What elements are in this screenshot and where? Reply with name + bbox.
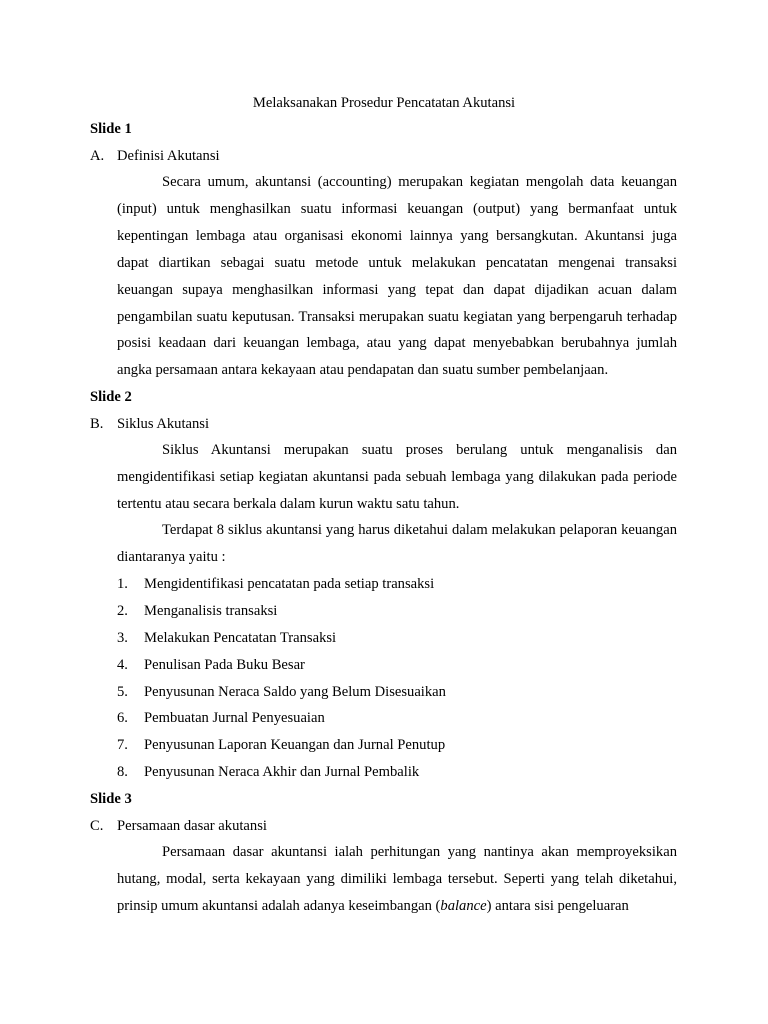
- list-item: 2. Menganalisis transaksi: [117, 602, 278, 619]
- cycle-steps-list: [117, 574, 446, 789]
- section-b-letter: B.: [90, 416, 104, 432]
- slide-2-label: Slide 2: [90, 389, 132, 405]
- equation-paragraph: Persamaan dasar akuntansi ialah perhitungan yang nantinya akan memproyeksikan hutang, modal, serta kekayaan yang dimiliki lembaga tersebut. Seperti yang telah diketahui, prinsip umum akuntansi adalah adanya keseimbangan (balance) antara sisi pengeluaran: [117, 844, 677, 914]
- cycle-intro-paragraph: [117, 517, 677, 571]
- list-item: 1. Mengidentifikasi pencatatan pada setiap transaksi: [117, 576, 435, 592]
- list-item: 5. Penyusunan Neraca Saldo yang Belum Disesuaikan: [117, 683, 446, 700]
- list-item: 4. Penulisan Pada Buku Besar: [117, 656, 305, 673]
- list-item: 6. Pembuatan Jurnal Penyesuaian: [117, 710, 325, 727]
- list-item: 3. Melakukan Pencatatan Transaksi: [117, 629, 337, 646]
- section-b-title: Siklus Akutansi: [117, 416, 210, 432]
- section-c-title: Persamaan dasar akutansi: [117, 818, 267, 834]
- section-c-heading: [90, 816, 267, 836]
- section-a-letter: A.: [90, 148, 105, 164]
- section-a-title: Definisi Akutansi: [117, 148, 220, 164]
- list-item: 8. Penyusunan Neraca Akhir dan Jurnal Pembalik: [117, 764, 420, 781]
- section-b-heading: [90, 414, 209, 434]
- cycle-paragraph-text: Siklus Akuntansi merupakan suatu proses berulang untuk menganalisis dan mengidentifikasi setiap kegiatan akuntansi pada sebuah lembaga yang dilakukan pada periode tertentu atau secara berkala dalam kurun waktu satu tahun.: [117, 442, 677, 512]
- slide-1-label: Slide 1: [90, 121, 132, 137]
- definition-paragraph-text: Secara umum, akuntansi (accounting) merupakan kegiatan mengolah data keuangan (input) untuk menghasilkan suatu informasi keuangan (output) yang bermanfaat untuk kepentingan lembaga atau organisasi ekonomi lainnya yang bersangkutan. Akuntansi juga dapat diartikan sebagai suatu metode untuk melakukan pencatatan mengenai transaksi keuangan supaya menghasilkan informasi yang tepat dan dapat dijadikan acuan dalam pengambilan suatu keputusan. Transaksi merupakan suatu kegiatan yang berpengaruh terhadap posisi keadaan dari keuangan lembaga, atau yang dapat menyebabkan berubahnya jumlah angka persamaan antara kekayaan atau pendapatan dan suatu sumber pembelanjaan.: [117, 174, 677, 379]
- section-c-letter: C.: [90, 818, 104, 834]
- document-title: Melaksanakan Prosedur Pencatatan Akutansi: [252, 95, 516, 111]
- definition-paragraph: [117, 169, 677, 384]
- slide-3-label: Slide 3: [90, 791, 132, 807]
- section-a-heading: [90, 146, 220, 166]
- cycle-paragraph: [117, 437, 677, 518]
- list-item: 7. Penyusunan Laporan Keuangan dan Jurnal Penutup: [117, 737, 446, 754]
- balance-term: balance: [440, 897, 487, 914]
- cycle-intro-paragraph-text: Terdapat 8 siklus akuntansi yang harus diketahui dalam melakukan pelaporan keuangan diantaranya yaitu :: [117, 522, 677, 565]
